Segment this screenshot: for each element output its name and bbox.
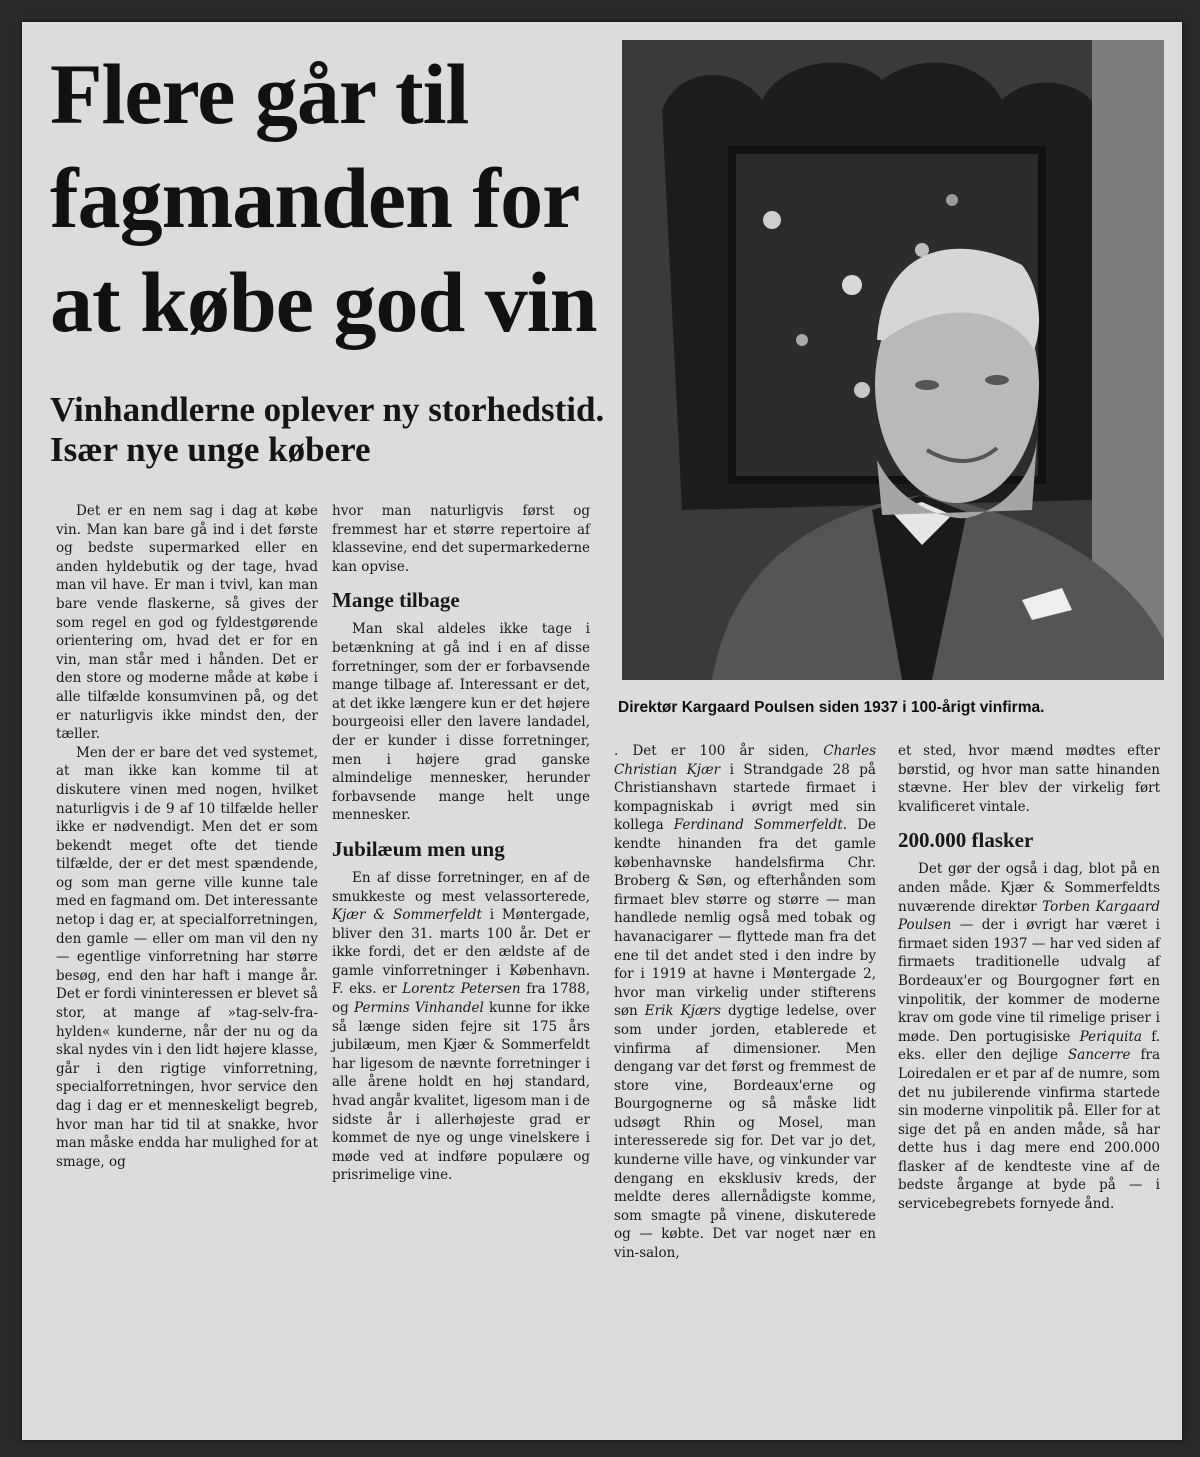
paragraph	[332, 869, 590, 1185]
italic-name: Ferdinand Sommerfeldt.	[673, 817, 848, 834]
paragraph: Det er en nem sag i dag at købe vin. Man kan bare gå ind i det første og bedste supermarked eller en anden hyldebutik og der tage, hvad man vil have. Er man i tvivl, kan man bare vende flaskerne, så gives der som regel en god og fyldestgørende orientering om, hvad det er for en vin, man står med i hånden. Det er den store og moderne måde at købe i alle tilfælde konsumvinen på, og det er naturligvis ikke mindst den, der tæller.	[56, 503, 318, 743]
text-run: fra 1788, og	[332, 981, 590, 1017]
article-column-2	[332, 502, 590, 1185]
photo-caption: Direktør Kargaard Poulsen siden 1937 i 100-årigt vinfirma.	[618, 699, 1045, 716]
section-heading-jubilaeum: Jubilæum men ung	[332, 836, 505, 861]
text-run: fra Loiredalen er et par af de numre, som det nu jubilerende vinfirma startede sin moderne vinpolitik på. Eller for at sige det på en anden måde, så har dette hus i dag mere end 200.000 flasker af de kendteste vine af de bedste årgange at byde på — i servicebegrebets fornyede ånd.	[898, 1047, 1161, 1213]
portrait-photo-image	[622, 40, 1164, 680]
text-run: Det gør der også i dag, blot på en anden måde. Kjær & Sommerfeldts nuværende direktør	[898, 861, 1160, 915]
text-run: De kendte hinanden fra det gamle københavnske handelsfirma Chr. Broberg & Søn, og efterhånden som firmaet blev større og større — man handlede nemlig også med tobak og havanacigarer — flyttede man fra det ene til det andet sted i den indre by for i 1919 at havne i Møntergade 2, hvor man virkelig under stifterens søn	[614, 817, 877, 1020]
text-run: i Strandgade 28 på Christianshavn startede firmaet i kompagniskab i øvrigt med sin kollega	[614, 761, 876, 834]
text-run: i Møntergade, bliver den 31. marts 100 år. Det er ikke fordi, det er den ældste af de gamle vinforretninger i København. F. eks. er	[332, 907, 590, 998]
paragraph: Men der er bare det ved systemet, at man ikke kan komme til at diskutere vinen med nogen, hvilket naturligvis i de 9 af 10 tilfælde heller ikke er nødvendigt. Men det er som bekendt meget ofte det tiende tilfælde, der er det mest spændende, og som man gerne ville kunne tale med en fagmand om. Det interessante netop i dag er, at specialforretningen, den gamle — eller om man vil den ny — egentlige vinforretning har større besøg, end den har haft i mange år. Det er fordi vininteressen er blevet så stor, at mange af »tag-selv-fra-hylden« kunderne, når der nu og da skal nydes vin i den lidt højere klasse, går i den rigtige vinforretning, specialforretningen, hvor service den dag i dag er et menneskeligt begreb, hvor man har tid til at snakke, hvor man måske endda har mulighed for at smage, og	[56, 744, 318, 1170]
paragraph	[614, 742, 876, 1263]
italic-name: Permins Vinhandel	[354, 1000, 484, 1017]
italic-name: Erik Kjærs	[644, 1003, 721, 1020]
headline: Flere går til fagmanden for at købe god vin	[50, 46, 597, 350]
italic-name: Torben Kargaard Poulsen	[898, 898, 1160, 934]
text-run: dygtige ledelse, over som under jorden, etablerede et vinfirma af dimensioner. Men dengang var det først og fremmest de store vine, Bordeaux'erne og Bourgognerne og så måske lidt udsøgt Rhin og Mosel, man interesserede sig for. Det var jo det, kunderne ville have, og vinkunder var dengang en eksklusiv kreds, der meldte deres allernådigste komme, som smagte på vinene, diskuterede og — købte. Det var noget nær en vin-salon,	[614, 1003, 876, 1262]
paragraph	[898, 860, 1160, 1213]
italic-name: Charles Christian Kjær	[614, 743, 876, 778]
text-run: . Det er 100 år siden,	[614, 743, 810, 759]
subheadline: Vinhandlerne oplever ny storhedstid. Især nye unge købere	[50, 390, 605, 469]
paragraph: hvor man naturligvis først og fremmest har et større repertoire af klassevine, end det supermarkederne kan opvise.	[332, 503, 590, 575]
article-column-3	[614, 742, 876, 1263]
section-heading-mange-tilbage: Mange tilbage	[332, 588, 460, 613]
text-run: f. eks. eller den dejlige	[898, 1028, 1160, 1064]
portrait-photo	[622, 40, 1164, 680]
article-column-1	[56, 502, 318, 1171]
paragraph: et sted, hvor mænd mødtes efter børstid, og hvor man satte hinanden stævne. Her blev der virkelig ført kvalificeret vintale.	[898, 743, 1160, 815]
italic-name: Lorentz Petersen	[402, 981, 521, 998]
italic-name: Sancerre	[1068, 1047, 1131, 1064]
article-column-4	[898, 742, 1160, 1214]
newspaper-clipping	[22, 22, 1182, 1440]
text-run: En af disse forretninger, en af de smukkeste og mest velassorterede,	[332, 869, 590, 905]
italic-name: Periquita	[1079, 1028, 1142, 1045]
text-run: kunne for ikke så længe siden fejre sit 175 års jubilæum, men Kjær & Sommerfeldt har ligesom de nævnte forretninger i alle årene holdt en høj standard, hvad angår kvalitet, ligesom man i de sidste år i allerhøjeste grad er kommet de nye og unge vinelskere i møde ved at indføre populære og prisrimelige vine.	[332, 1000, 590, 1184]
section-heading-200000-flasker: 200.000 flasker	[898, 828, 1034, 853]
paragraph: Man skal aldeles ikke tage i betænkning at gå ind i en af disse forretninger, som der er forbavsende mange tilbage af. Interessant er det, at det ikke længere kun er det højere bourgeoisi eller den lavere landadel, der er kunder i disse forretninger, men i højere grad ganske almindelige mennesker, herunder forbavsende mange helt unge mennesker.	[332, 621, 590, 824]
italic-name: Kjær & Sommerfeldt	[332, 907, 482, 924]
text-run: — der i øvrigt har været i firmaet siden 1937 — har ved siden af firmaets traditionelle udvalg af Bordeaux'er og Bourgogner ført en vinpolitik, der kommer de moderne krav om gode vine til rimelige priser i møde. Den portugisiske	[898, 917, 1160, 1045]
